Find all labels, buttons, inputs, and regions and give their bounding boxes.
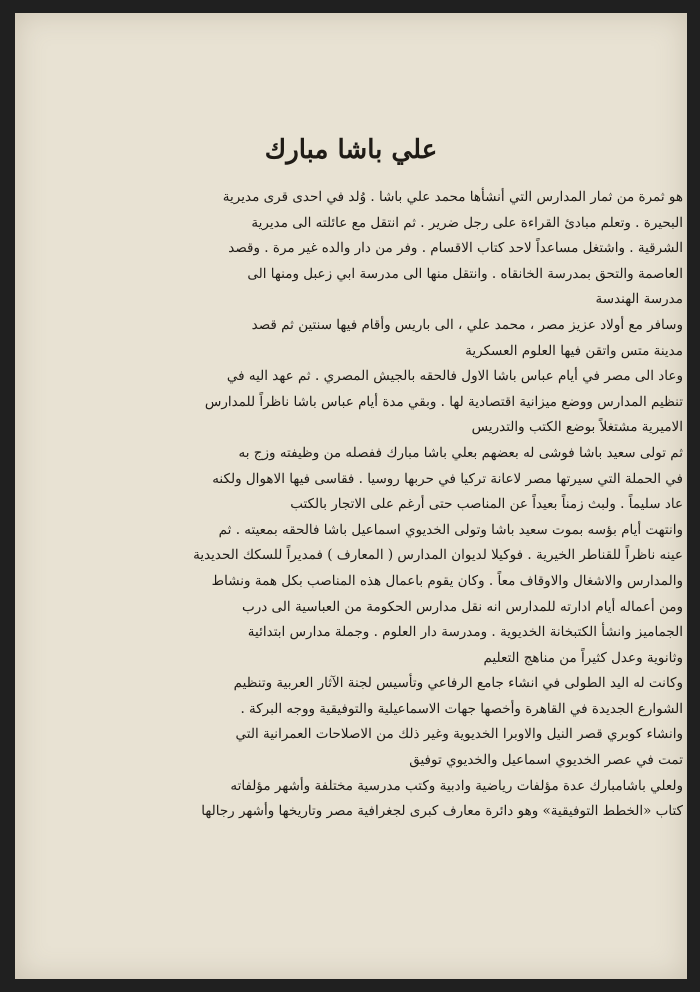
text-line: هو ثمرة من ثمار المدارس التي أنشأها محمد علي باشا . وُلد في احدى قرى مديرية — [222, 189, 683, 205]
text-line: ومن أعماله أيام ادارته للمدارس انه نقل مدارس الحكومة من العباسية الى درب — [242, 598, 683, 615]
text-line: وثانوية وعدل كثيراً من مناهج التعليم — [483, 649, 683, 666]
text-line: وانتهت أيام بؤسه بموت سعيد باشا وتولى الخديوي اسماعيل باشا فالحقه بمعيته . ثم — [218, 521, 683, 538]
page-title: علي باشا مبارك — [264, 135, 438, 165]
text-line: عاد سليماً . ولبث زمناً بعيداً عن المناصب حتى أرغم على الاتجار بالكتب — [290, 496, 683, 513]
document-page — [15, 13, 687, 979]
text-line: العاصمة والتحق بمدرسة الخانقاه . وانتقل منها الى مدرسة ابي زعبل ومنها الى — [247, 265, 683, 282]
text-line: الجماميز وانشأ الكتبخانة الخديوية . ومدرسة دار العلوم . وجملة مدارس ابتدائية — [247, 624, 683, 641]
text-line: كتاب «الخطط التوفيقية» وهو دائرة معارف كبرى لجغرافية مصر وتاريخها وأشهر رجالها — [201, 803, 683, 820]
text-line: مدينة متس واتقن فيها العلوم العسكرية — [465, 342, 683, 359]
text-line: الاميرية مشتغلاً بوضع الكتب والتدريس — [471, 419, 683, 436]
text-line: والمدارس والاشغال والاوقاف معاً . وكان يقوم باعمال هذه المناصب بكل همة ونشاط — [211, 572, 683, 589]
text-line: وانشاء كوبري قصر النيل والاوبرا الخديوية وغير ذلك من الاصلاحات العمرانية التي — [235, 726, 683, 743]
text-line: تنظيم المدارس ووضع ميزانية اقتصادية لها . وبقي مدة أيام عباس باشا ناظراً للمدارس — [204, 393, 683, 410]
text-line: ثم تولى سعيد باشا فوشى له بعضهم بعلي باشا مبارك ففصله من وظيفته وزج به — [238, 444, 683, 461]
text-line: وعاد الى مصر في أيام عباس باشا الاول فالحقه بالجيش المصري . ثم عهد اليه في — [226, 368, 683, 385]
text-line: مدرسة الهندسة — [595, 291, 683, 308]
text-line: الشرقية . واشتغل مساعداً لاحد كتاب الاقسام . وفر من دار والده غير مرة . وقصد — [228, 240, 683, 257]
biography-text — [143, 185, 683, 825]
text-line: ولعلي باشامبارك عدة مؤلفات رياضية وادبية وكتب مدرسية مختلفة وأشهر مؤلفاته — [230, 777, 683, 794]
text-line: تمت في عصر الخديوي اسماعيل والخديوي توفيق — [409, 752, 683, 769]
text-line: البحيرة . وتعلم مبادئ القراءة على رجل ضرير . ثم انتقل مع عائلته الى مديرية — [251, 214, 683, 231]
text-line: وسافر مع أولاد عزيز مصر ، محمد علي ، الى باريس وأقام فيها سنتين ثم قصد — [251, 316, 683, 333]
text-line: عينه ناظراً للقناطر الخيرية . فوكيلا لديوان المدارس ( المعارف ) فمديراً للسكك الحديدية — [193, 547, 683, 564]
text-line: في الحملة التي سيرتها مصر لاعانة تركيا في حربها روسيا . فقاسى فيها الاهوال ولكنه — [212, 470, 683, 487]
text-line: وكانت له اليد الطولى في انشاء جامع الرفاعي وتأسيس لجنة الآثار العربية وتنظيم — [233, 675, 683, 692]
text-line: الشوارع الجديدة في القاهرة وأخصها جهات الاسماعيلية والتوفيقية ووجه البركة . — [240, 700, 683, 717]
